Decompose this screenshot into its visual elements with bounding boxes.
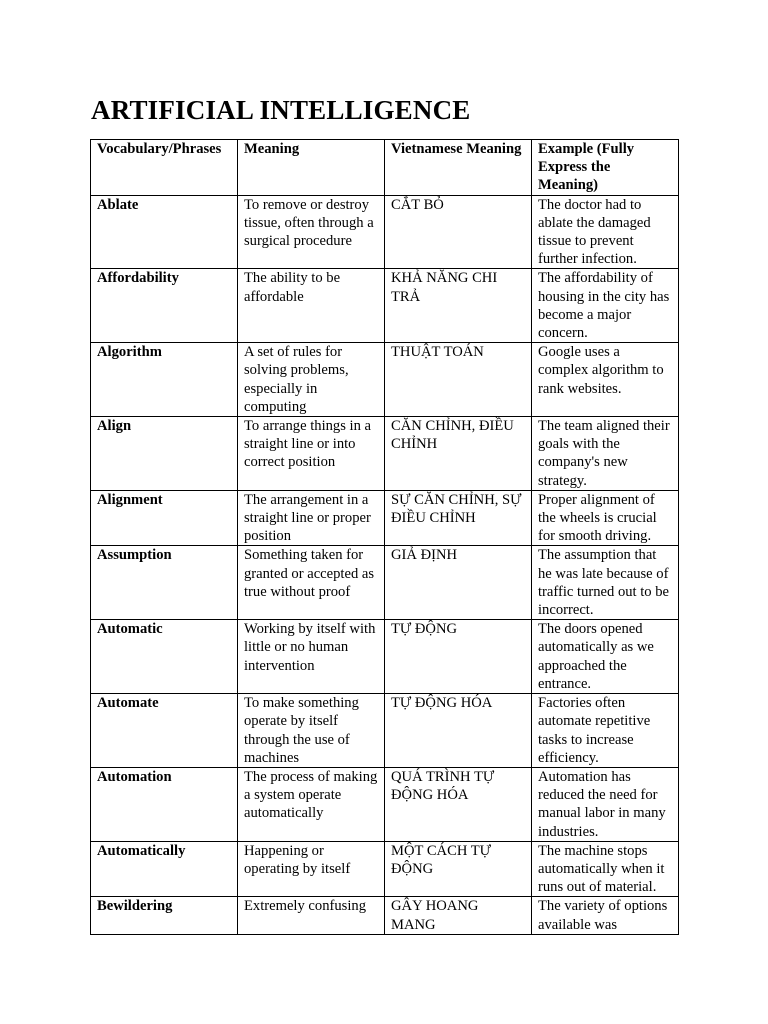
example-cell: The assumption that he was late because of traffic turned out to be incorrect. — [532, 546, 679, 620]
vietnamese-cell: TỰ ĐỘNG HÓA — [385, 694, 532, 768]
meaning-cell: Working by itself with little or no human intervention — [238, 620, 385, 694]
vietnamese-cell: CĂN CHỈNH, ĐIỀU CHỈNH — [385, 417, 532, 491]
vietnamese-cell: THUẬT TOÁN — [385, 343, 532, 417]
vietnamese-cell: TỰ ĐỘNG — [385, 620, 532, 694]
meaning-cell: Happening or operating by itself — [238, 841, 385, 897]
header-meaning: Meaning — [238, 140, 385, 196]
header-vocabulary: Vocabulary/Phrases — [91, 140, 238, 196]
header-example: Example (Fully Express the Meaning) — [532, 140, 679, 196]
term-cell: Automate — [91, 694, 238, 768]
vietnamese-cell: QUÁ TRÌNH TỰ ĐỘNG HÓA — [385, 767, 532, 841]
vietnamese-cell: CẮT BỎ — [385, 195, 532, 269]
table-row — [91, 417, 679, 491]
meaning-cell: The process of making a system operate automatically — [238, 767, 385, 841]
term-cell: Affordability — [91, 269, 238, 343]
example-cell: The team aligned their goals with the company's new strategy. — [532, 417, 679, 491]
table-row — [91, 490, 679, 546]
term-cell: Automatic — [91, 620, 238, 694]
example-cell: Google uses a complex algorithm to rank websites. — [532, 343, 679, 417]
table-row — [91, 694, 679, 768]
table-row — [91, 546, 679, 620]
example-cell: The doctor had to ablate the damaged tissue to prevent further infection. — [532, 195, 679, 269]
table-row — [91, 269, 679, 343]
meaning-cell: A set of rules for solving problems, especially in computing — [238, 343, 385, 417]
term-cell: Align — [91, 417, 238, 491]
vietnamese-cell: KHẢ NĂNG CHI TRẢ — [385, 269, 532, 343]
example-cell: The variety of options available was — [532, 897, 679, 934]
term-cell: Ablate — [91, 195, 238, 269]
vietnamese-cell: SỰ CĂN CHỈNH, SỰ ĐIỀU CHỈNH — [385, 490, 532, 546]
header-vietnamese-meaning: Vietnamese Meaning — [385, 140, 532, 196]
table-header-row — [91, 140, 679, 196]
table-row — [91, 897, 679, 934]
term-cell: Assumption — [91, 546, 238, 620]
meaning-cell: To make something operate by itself through the use of machines — [238, 694, 385, 768]
vietnamese-cell: MỘT CÁCH TỰ ĐỘNG — [385, 841, 532, 897]
example-cell: Proper alignment of the wheels is crucial for smooth driving. — [532, 490, 679, 546]
term-cell: Algorithm — [91, 343, 238, 417]
term-cell: Alignment — [91, 490, 238, 546]
document-title: ARTIFICIAL INTELLIGENCE — [91, 95, 471, 125]
table-row — [91, 767, 679, 841]
example-cell: The machine stops automatically when it runs out of material. — [532, 841, 679, 897]
term-cell: Automatically — [91, 841, 238, 897]
term-cell: Automation — [91, 767, 238, 841]
term-cell: Bewildering — [91, 897, 238, 934]
meaning-cell: The ability to be affordable — [238, 269, 385, 343]
table-row — [91, 841, 679, 897]
example-cell: Factories often automate repetitive tasks to increase efficiency. — [532, 694, 679, 768]
meaning-cell: Extremely confusing — [238, 897, 385, 934]
meaning-cell: To remove or destroy tissue, often through a surgical procedure — [238, 195, 385, 269]
table-row — [91, 195, 679, 269]
example-cell: The doors opened automatically as we approached the entrance. — [532, 620, 679, 694]
meaning-cell: The arrangement in a straight line or proper position — [238, 490, 385, 546]
vocabulary-table — [90, 139, 679, 935]
table-row — [91, 620, 679, 694]
vietnamese-cell: GÂY HOANG MANG — [385, 897, 532, 934]
table-row — [91, 343, 679, 417]
vietnamese-cell: GIẢ ĐỊNH — [385, 546, 532, 620]
meaning-cell: To arrange things in a straight line or into correct position — [238, 417, 385, 491]
example-cell: Automation has reduced the need for manual labor in many industries. — [532, 767, 679, 841]
meaning-cell: Something taken for granted or accepted as true without proof — [238, 546, 385, 620]
example-cell: The affordability of housing in the city has become a major concern. — [532, 269, 679, 343]
